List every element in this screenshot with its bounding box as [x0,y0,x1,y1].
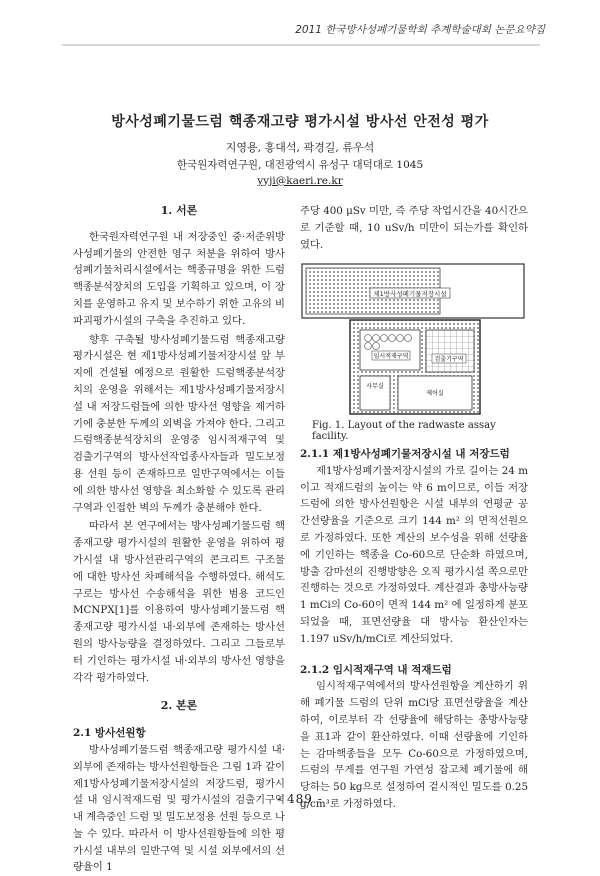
page-number: - 489 - [277,792,323,806]
temp-area-label: 임시적재구역 [373,353,409,360]
paragraph: 향후 구축될 방사성폐기물드럼 핵종재고량 평가시설은 현 제1방사성폐기물저장시설 앞 부지에 건설될 예정으로 원활한 드럼핵종분석장치의 운영을 위해서는 제1방사성폐기물저장시설 내 저장드럼들에 의한 방사선 영향을 제거하기에 충분한 두께의 외벽을 가져야 한다. 그리고 드럼핵종분석장치의 운영중 임시적재구역 및 검출기구역의 방사선작업종사자들과 밀도보정용 선원 등이 존재하므로 일반구역에서는 이들에 의한 방사선 영향을 최소화할 수 있도록 관리구역과 인접한 벽의 두께가 충분해야 한다. [73,333,285,514]
paragraph: 제1방사성폐기물저장시설의 가로 길이는 24 m이고 적재드럼의 높이는 약 6 m이므로, 이들 저장드럼에 의한 방사선원항은 시설 내부의 연평균 공간선량율을 기준으로 크기 144 m² 의 면적선원으로 가정하였다. 또한 계산의 보수성을 위해 선량율에 기인하는 핵종을 Co-60으로 단순화 하였으며, 방출 감마선의 진행방향은 오직 평가시설 쪽으로만 진행하는 것으로 가정하였다. 계산결과 총방사능량 1 mCi의 Co-60이 면적 144 m² 에 일정하게 분포되었을 때, 표면선량율 대 방사능 환산인자는 1.197 uSv/h/mCi로 계산되었다. [300,464,528,645]
authors: 지영용, 홍대석, 곽경길, 류우석 [225,141,375,154]
storage-label: 제1방사성폐기물저장시설 [373,290,447,298]
office-label: 사무실 [366,383,384,390]
figure-caption: Fig. 1. Layout of the radwaste assay facility. [312,420,496,442]
paragraph: 한국원자력연구원 내 저장중인 중·저준위방사성폐기물의 안전한 영구 처분을 위하여 방사성폐기물처리시설에서는 핵종규명을 위한 드럼핵종분석장치의 도입을 기획하고 있으며, 이 장치를 운영하고 유지 및 보수하기 위한 고유의 비파괴평가시설의 구축을 추진하고 있다. [73,230,285,327]
control-room-label: 제어실 [426,390,444,397]
paragraph: 따라서 본 연구에서는 방사성폐기물드럼 핵종재고량 평가시설의 원활한 운영을 위하여 평가시설 내 방사선관리구역의 콘크리트 구조물에 대한 방사선 차폐해석을 수행하였다. 해석도구로는 방사선 수송해석을 위한 범용 코드인 MCNPX[1]를 이용하여 방사성폐기물드럼 핵종재고량 평가시설 내·외부에 존재하는 방사선원의 방사능량을 결정하였다. 그리고 그들로부터 기인하는 평가시설 내·외부의 방사선 영향을 각각 평가하였다. [73,520,285,684]
subsection-heading: 2.1.2 임시적재구역 내 적재드럼 [300,663,452,676]
paper-title: 방사성폐기물드럼 핵종재고량 평가시설 방사선 안전성 평가 [111,114,489,130]
section-heading-body: 2. 본론 [160,699,198,713]
affiliation: 한국원자력연구원, 대전광역시 유성구 대덕대로 1045 [176,159,424,171]
paragraph: 방사성폐기물드럼 핵종재고량 평가시설 내·외부에 존재하는 방사선원항들은 그림 1과 같이 제1방사성폐기물저장시설의 저장드럼, 평가시설 내 임시적재드럼 및 평가시설의 검출기구역 내 계측중인 드럼 및 밀도보정용 선원 등으로 나눌 수 있다. 따라서 이 방사선원항들에 의한 평가시설 내부의 일반구역 및 시설 외부에서의 선량율이 1 [73,743,285,874]
paragraph: 주당 400 μSv 미만, 즉 주당 작업시간을 40시간으로 기준할 때, 10 uSv/h 미만이 되는가를 확인하였다. [300,205,528,251]
right-column-top [300,203,528,253]
paragraph: 임시적재구역에서의 방사선원항을 계산하기 위해 폐기물 드럼의 단위 mCi당 표면선량율을 계산하여, 이로부터 각 선량율에 해당하는 총방사능량을 표1과 같이 환산하였다. 이때 선량율에 기인하는 감마핵종들을 모두 Co-60으로 가정하였으며, 드럼의 무게를 연구원 가연성 잡고체 폐기물에 해당하는 50 kg으로 설정하여 겉시적인 밀도를 0.25 g/cm³로 가정하였다. [300,680,528,810]
subsection-heading: 2.1.1 제1방사성폐기물저장시설 내 저장드럼 [300,448,510,460]
section-heading-intro: 1. 서론 [160,204,198,217]
facility-layout-figure [300,258,528,416]
email-link[interactable]: yyji@kaeri.re.kr [257,175,343,187]
left-column [73,203,285,876]
detector-area-label: 검출기구역 [434,356,464,363]
journal-header: 2011 한국방사성폐기물학회 추계학술대회 논문요약집 [295,24,545,36]
subsection-heading: 2.1 방사선원항 [73,727,146,740]
right-column-bottom [300,446,528,813]
